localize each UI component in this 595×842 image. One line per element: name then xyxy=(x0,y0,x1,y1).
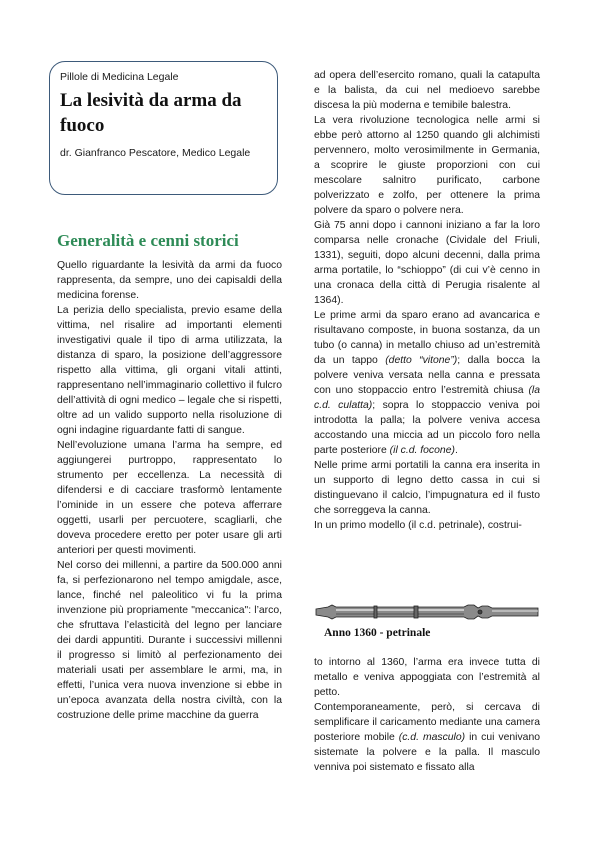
section-heading: Generalità e cenni storici xyxy=(57,231,239,250)
petrinale-figure xyxy=(314,599,540,647)
paragraph xyxy=(314,218,540,308)
figure-caption: Anno 1360 - petrinale xyxy=(324,627,431,639)
petrinale-gun-illustration xyxy=(314,599,540,629)
text-run: Le prime armi da sparo erano ad avancarica e risultavano composte, in buona sostanza, da un tubo (o canna) in metallo chiuso ad un’estremità da un tappo xyxy=(314,310,540,366)
text-run: in cui venivano sistemate la polvere e la palla. Il masculo venniva poi sistemato e fissato alla xyxy=(314,732,540,773)
paragraph xyxy=(57,438,282,558)
italic-term: (la c.d. culatta) xyxy=(314,385,540,411)
article-title-box xyxy=(49,61,278,195)
text-run: La vera rivoluzione tecnologica nelle armi si ebbe però attorno al 1250 quando gli alchimisti pervennero, molto verosimilmente in Germania, a scoprire le giuste proporzioni con cui mescolare salnitro purificato, carbone polverizzato e zolfo, per ottenere la prima polvere da sparo o polvere nera. xyxy=(314,115,540,216)
text-run: ; dalla bocca la polvere veniva versata nella canna e pressata con uno stoppaccio entro l’estremità chiusa xyxy=(314,355,540,396)
text-run: Nell’evoluzione umana l’arma ha sempre, ed aggiungerei purtroppo, rappresentato lo strumento per eccellenza. La necessità di difendersi e di cacciare trasformò lentamente l’ominide in un essere che poteva afferrare oggetti, usarli per percuotere, scagliarli, che doveva procedere eretto per poter usare gli arti anteriori per questi movimenti. xyxy=(57,440,282,556)
body-column-right-top xyxy=(314,68,540,533)
paragraph xyxy=(314,655,540,700)
body-column-right-bottom xyxy=(314,655,540,775)
text-run: ad opera dell’esercito romano, quali la catapulta e la balista, da cui nel medioevo sarebbe discesa la più moderna e temibile balestra. xyxy=(314,70,540,111)
text-run: ; sopra lo stoppaccio veniva poi introdotta la palla; la polvere veniva accesa accostando una miccia ad un piccolo foro nella parte posteriore xyxy=(314,400,540,456)
author-line: dr. Gianfranco Pescatore, Medico Legale xyxy=(60,147,251,159)
paragraph xyxy=(57,303,282,438)
paragraph xyxy=(314,308,540,458)
body-column-left xyxy=(57,258,282,723)
series-label: Pillole di Medicina Legale xyxy=(60,71,179,83)
paragraph xyxy=(314,113,540,218)
italic-term: (il c.d. focone) xyxy=(389,445,455,456)
paragraph xyxy=(314,68,540,113)
paragraph xyxy=(57,558,282,723)
text-run: La perizia dello specialista, previo esame della vittima, nel risalire ad importanti elementi investigativi quale il tipo di arma utilizzata, la distanza di sparo, la posizione dell’aggressore rispetto alla vittima, gli organi vitali attinti, rappresentano nell’immaginario collettivo il fulcro dell’attività di ogni medico – legale che si rispetti, oltre ad un valido supporto nella risoluzione di ogni indagine riguardante fatti di sangue. xyxy=(57,305,282,436)
italic-term: (detto “vitone”) xyxy=(385,355,458,366)
paragraph xyxy=(314,518,540,533)
text-run: . xyxy=(454,445,458,456)
text-run: Nelle prime armi portatili la canna era inserita in un supporto di legno detto cassa in cui si distinguevano il calcio, l’impugnatura ed il fusto che sorreggeva la canna. xyxy=(314,460,540,516)
text-run: Quello riguardante la lesività da armi da fuoco rappresenta, da sempre, uno dei capisaldi della medicina forense. xyxy=(57,260,282,301)
text-run: Contemporaneamente, però, si cercava di semplificare il caricamento mediante una camera posteriore mobile xyxy=(314,702,540,743)
article-title: La lesività da arma da fuoco xyxy=(60,90,242,136)
text-run: In un primo modello (il c.d. petrinale), costrui- xyxy=(314,520,522,531)
paragraph xyxy=(314,458,540,518)
text-run: Nel corso dei millenni, a partire da 500.000 anni fa, si perfezionarono nel tempo amigdale, asce, lance, finché nel paleolitico vi fu la prima invenzione più propriamente "meccanica": l’arco, che sfruttava l’elasticità del legno per lanciare dei dardi appuntiti. Durante i successivi millenni il progresso si limitò al perfezionamento dei materiali usati per assemblare le armi, ma, in effetti, l’unica vera nuova invenzione si ebbe in un’epoca avanzata della nostra civiltà, con la costruzione delle prime macchine da guerra xyxy=(57,560,282,721)
paragraph xyxy=(57,258,282,303)
paragraph xyxy=(314,700,540,775)
text-run: Già 75 anni dopo i cannoni iniziano a far la loro comparsa nelle cronache (Cividale del Friuli, 1331), seguiti, dopo alcuni decenni, dalla prima arma portatile, lo “schioppo” (di cui v’è cenno in una cronaca della città di Perugia risalente al 1364). xyxy=(314,220,540,306)
text-run: to intorno al 1360, l’arma era invece tutta di metallo e veniva appoggiata con l’estremità al petto. xyxy=(314,657,540,698)
italic-term: (c.d. masculo) xyxy=(398,732,466,743)
